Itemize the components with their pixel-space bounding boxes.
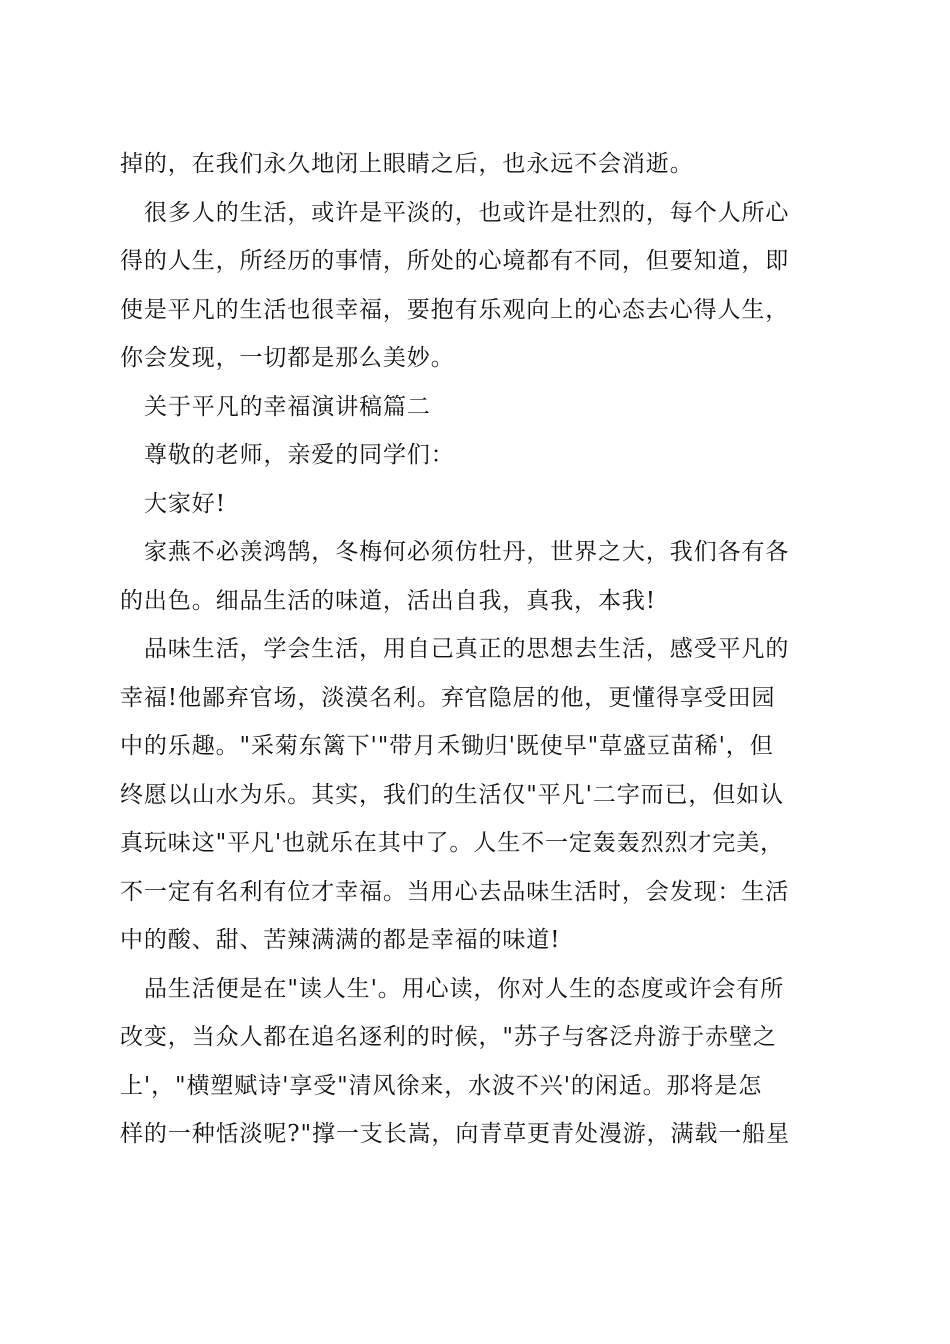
text-line: 使是平凡的生活也很幸福，要抱有乐观向上的心态去心得人生， xyxy=(120,296,790,323)
text-line: 样的一种恬淡呢?"撑一支长嵩，向青草更青处漫游，满载一船星 xyxy=(120,1121,791,1147)
text-line: 终愿以山水为乐。其实，我们的生活仅"平凡'二字而已，但如认 xyxy=(120,781,785,808)
text-line: 你会发现，一切都是那么美妙。 xyxy=(120,345,455,371)
text-line: 得的人生，所经历的事情，所处的心境都有不同，但要知道，即 xyxy=(120,248,790,274)
text-line: 的出色。细品生活的味道，活出自我，真我，本我! xyxy=(120,587,656,614)
text-line: 家燕不必羡鸿鹄，冬梅何必须仿牡丹，世界之大，我们各有各 xyxy=(144,539,790,565)
text-line: 中的乐趣。"采菊东篱下'"带月禾锄归'既使早"草盛豆苗稀'，但 xyxy=(120,733,774,759)
greeting: 大家好! xyxy=(144,490,226,517)
salutation: 尊敬的老师，亲爱的同学们： xyxy=(144,442,455,468)
text-line: 不一定有名利有位才幸福。当用心去品味生活时，会发现：生活 xyxy=(120,878,790,905)
document-page xyxy=(120,140,832,1159)
text-line: 真玩味这"平凡'也就乐在其中了。人生不一定轰轰烈烈才完美， xyxy=(120,830,785,856)
text-line: 中的酸、甜、苦辣满满的都是幸福的味道! xyxy=(120,927,561,953)
text-line: 掉的，在我们永久地闭上眼睛之后，也永远不会消逝。 xyxy=(120,151,694,177)
text-line: 品味生活，学会生活，用自己真正的思想去生活，感受平凡的 xyxy=(144,636,790,662)
text-line: 改变，当众人都在追名逐利的时候，"苏子与客泛舟游于赤壁之 xyxy=(120,1024,777,1050)
text-line: 上'，"横塑赋诗'享受"清风徐来，水波不兴'的闲适。那将是怎 xyxy=(120,1072,763,1099)
text-line: 很多人的生活，或许是平淡的，也或许是壮烈的，每个人所心 xyxy=(144,199,790,226)
section-heading: 关于平凡的幸福演讲稿篇二 xyxy=(144,393,431,420)
text-line: 幸福!他鄙弃官场，淡漠名利。弃官隐居的他，更懂得享受田园 xyxy=(120,684,776,711)
text-line: 品生活便是在"读人生'。用心读，你对人生的态度或许会有所 xyxy=(144,975,785,1002)
